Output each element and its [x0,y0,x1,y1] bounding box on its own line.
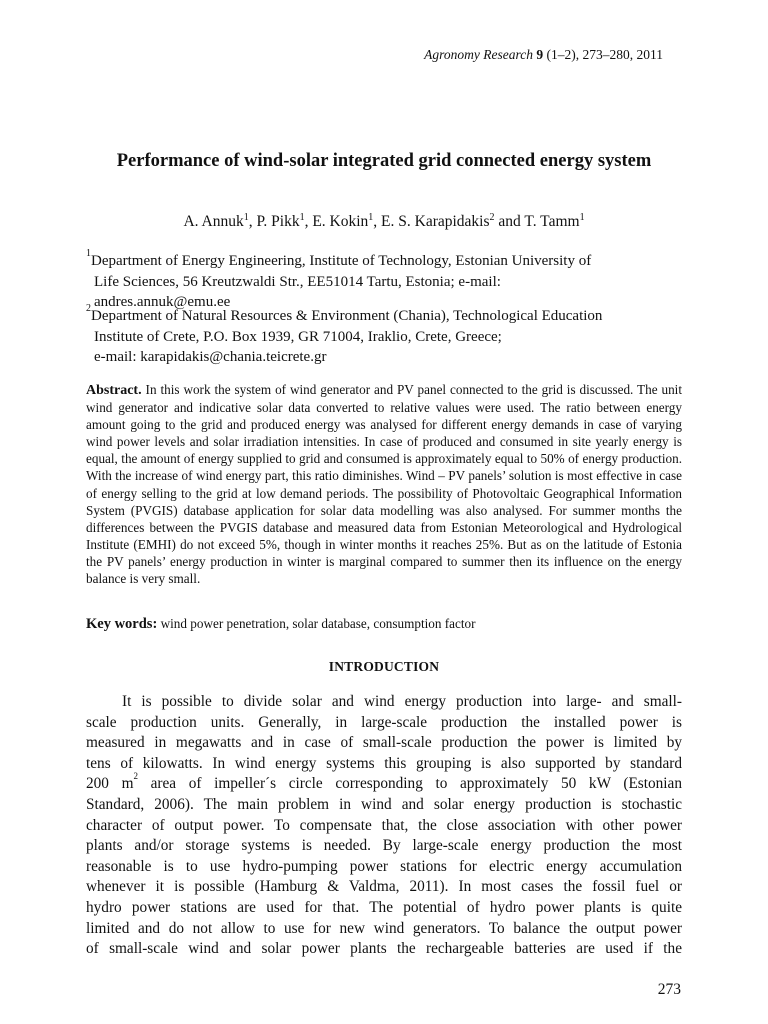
affiliation-marker: 2 [86,303,91,314]
paragraph-line: limited and do not allow to use for new wind generators. To balance the output power [86,919,682,937]
author: E. Kokin$^1$, [312,212,382,231]
paragraph-line: reasonable is to use hydro-pumping power stations for electric energy accumulation [86,857,682,875]
author-list [90,212,678,231]
paragraph-line: tens of kilowatts. In wind energy systems this grouping is also supported by standard [86,754,682,772]
paragraph-line: Standard, 2006). The main problem in wind and solar energy production is stochastic [86,795,682,813]
abstract [86,381,682,587]
journal-details: (1–2), 273–280, 2011 [546,47,663,62]
affiliation-line: Life Sciences, 56 Kreutzwaldi Str., EE51014 Tartu, Estonia; e-mail: [94,273,501,290]
affiliation-line: Department of Energy Engineering, Institute of Technology, Estonian University of [91,253,592,269]
affiliation-email: e-mail: karapidakis@chania.teicrete.gr [94,349,327,366]
author: E. S. Karapidakis$^2$ and [381,212,525,231]
journal-name: Agronomy Research [424,47,533,62]
paragraph-line: scale production units. Generally, in large-scale production the installed power is [86,713,682,731]
abstract-label: Abstract. [86,383,142,398]
page-number: 273 [657,981,681,998]
paper-title: Performance of wind-solar integrated grid connected energy system [116,151,652,171]
paragraph-line: It is possible to divide solar and wind energy production into large- and small- [122,693,682,710]
paragraph-line: of small-scale wind and solar power plants the rechargeable batteries are used if the [86,940,682,958]
author: P. Pikk$^1$, [256,212,313,231]
journal-volume: 9 [536,47,544,62]
keywords-text: wind power penetration, solar database, consumption factor [160,616,476,631]
journal-header [424,47,663,63]
paragraph-line: 200 $m^2$ area of impeller´s circle corresponding to approximately 50 kW (Estonian [86,771,682,793]
introduction-paragraph [86,692,682,960]
affiliation-email: andres.annuk@emu.ee [94,294,231,311]
keywords [86,616,682,633]
affiliation-line: Institute of Crete, P.O. Box 1939, GR 71004, Iraklio, Crete, Greece; [94,328,502,345]
affiliation-line: Department of Natural Resources & Environment (Chania), Technological Education [91,308,603,324]
affiliation-2 [86,303,686,368]
affiliation-1 [86,248,686,313]
author: A. Annuk$^1$, [183,212,257,231]
keywords-label: Key words: [86,616,158,632]
abstract-text: In this work the system of wind generator and PV panel connected to the grid is discussed. The unit wind generator and indicative solar data converted to relative values were used. The ratio between energy amount going to the grid and produced energy was analysed for different energy demands in case of varying wind power levels and solar irradiation intensities. In case of produced and consumed in site yearly energy is equal, the amount of energy supplied to grid and consumed is approximately equal to 50% of energy production. With the increase of wind energy part, this ratio diminishes. Wind – PV panels’ solution is most effective in case of energy selling to the grid at low demand periods. The possibility of Photovoltaic Geographical Information System (PVGIS) database application for solar data modelling was also analysed. For summer months the differences between the PVGIS database and measured data from Estonian Meteorological and Hydrological Institute (EMHI) do not exceed 5%, though in winter months it reaches 25%. But as on the latitude of Estonia the PV panels’ energy production in winter is marginal compared to summer then its influence on the energy balance is very small. [86,382,682,587]
paragraph-line: whenever it is possible (Hamburg & Valdma, 2011). In most cases the fossil fuel or [86,878,682,896]
affiliation-marker: 1 [86,248,91,259]
paragraph-line: character of output power. To compensate that, the close association with other power [86,816,682,834]
paragraph-line: hydro power stations are used for that. The potential of hydro power plants is quite [86,898,682,916]
paragraph-line: measured in megawatts and in case of small-scale production the power is limited by [86,734,682,752]
author: T. Tamm$^1$ [524,212,585,231]
section-heading: INTRODUCTION [328,659,440,674]
paragraph-line: plants and/or storage systems is needed. By large-scale energy production the most [86,837,682,855]
